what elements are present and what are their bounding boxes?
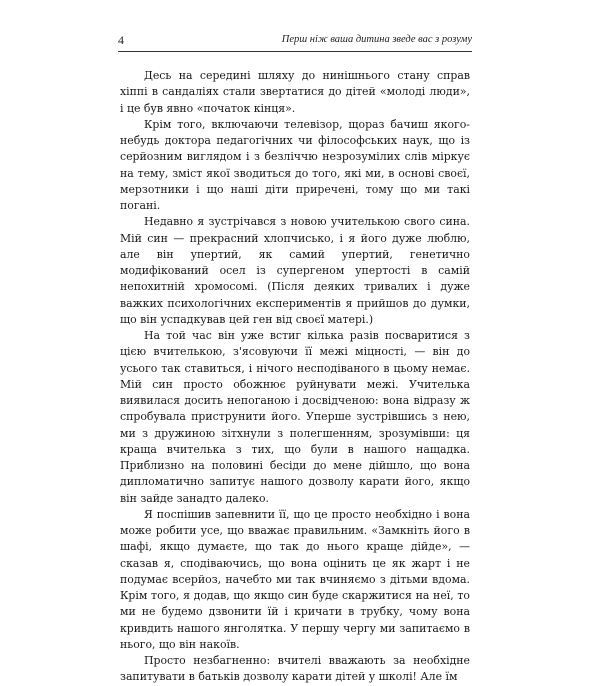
page-number: 4 xyxy=(118,33,124,47)
paragraph: Крім того, включаючи телевізор, щораз бачиш якого-небудь доктора педагогічних чи філософських наук, що із серйозним виглядом і з безліччю незрозумілих слів міркує на тему, зміст якої зводиться до того, які ми, в основі своєї, мерзотники і що наші діти приречені, тому що ми такі погані. xyxy=(120,117,470,212)
paragraph: На той час він уже встиг кілька разів посваритися з цією вчителькою, з'ясовуючи її межі міцності, — він до усього так ставиться, і нічого несподіваного в цьому немає. Мій син просто обожнює руйнувати межі. Учителька виявилася досить непоганою і досвідченою: вона відразу ж спробувала приструнити його. Уперше зустрівшись з нею, ми з дружиною зітхнули з полегшенням, зрозумівши: ця краща вчителька з тих, що були в нашого нащадка. Приблизно на половині бесіди до мене дійшло, що вона дипломатично запитує нашого дозволу карати його, якщо він зайде занадто далеко. xyxy=(120,329,470,505)
running-title: Перш ніж ваша дитина зведе вас з розуму xyxy=(281,34,472,45)
page-header xyxy=(118,33,472,49)
paragraph: Просто незбагненно: вчителі вважають за необхідне запитувати в батьків дозволу карати дітей у школі! Але їм xyxy=(120,654,470,684)
paragraph: Десь на середині шляху до нинішнього стану справ хіппі в сандаліях стали звертатися до дітей «молоді люди», і це був явно «початок кінця». xyxy=(120,69,470,115)
body-text xyxy=(120,68,470,686)
paragraph: Недавно я зустрічався з новою учителькою свого сина. Мій син — прекрасний хлопчисько, і я його дуже люблю, але він упертий, як самий упертий, генетично модифікований осел із супергеном упертості в самій непохитній хромосомі. (Після деяких тривалих і дуже важких психологічних експериментів я прийшов до думки, що він успадкував цей ген від своєї матері.) xyxy=(120,215,470,326)
header-rule xyxy=(118,51,472,52)
paragraph: Я поспішив запевнити її, що це просто необхідно і вона може робити усе, що вважає правильним. «Замкніть його в шафі, якщо думаєте, що так до нього краще дійде», — сказав я, сподіваючись, що вона оцінить це як жарт і не подумає всерйоз, начебто ми так вчиняємо з дітьми вдома. Крім того, я додав, що якщо син буде скаржитися на неї, то ми не будемо дзвонити їй і кричати в трубку, чому вона кривдить нашого янголятка. У першу чергу ми запитаємо в нього, що він накоїв. xyxy=(120,507,470,651)
